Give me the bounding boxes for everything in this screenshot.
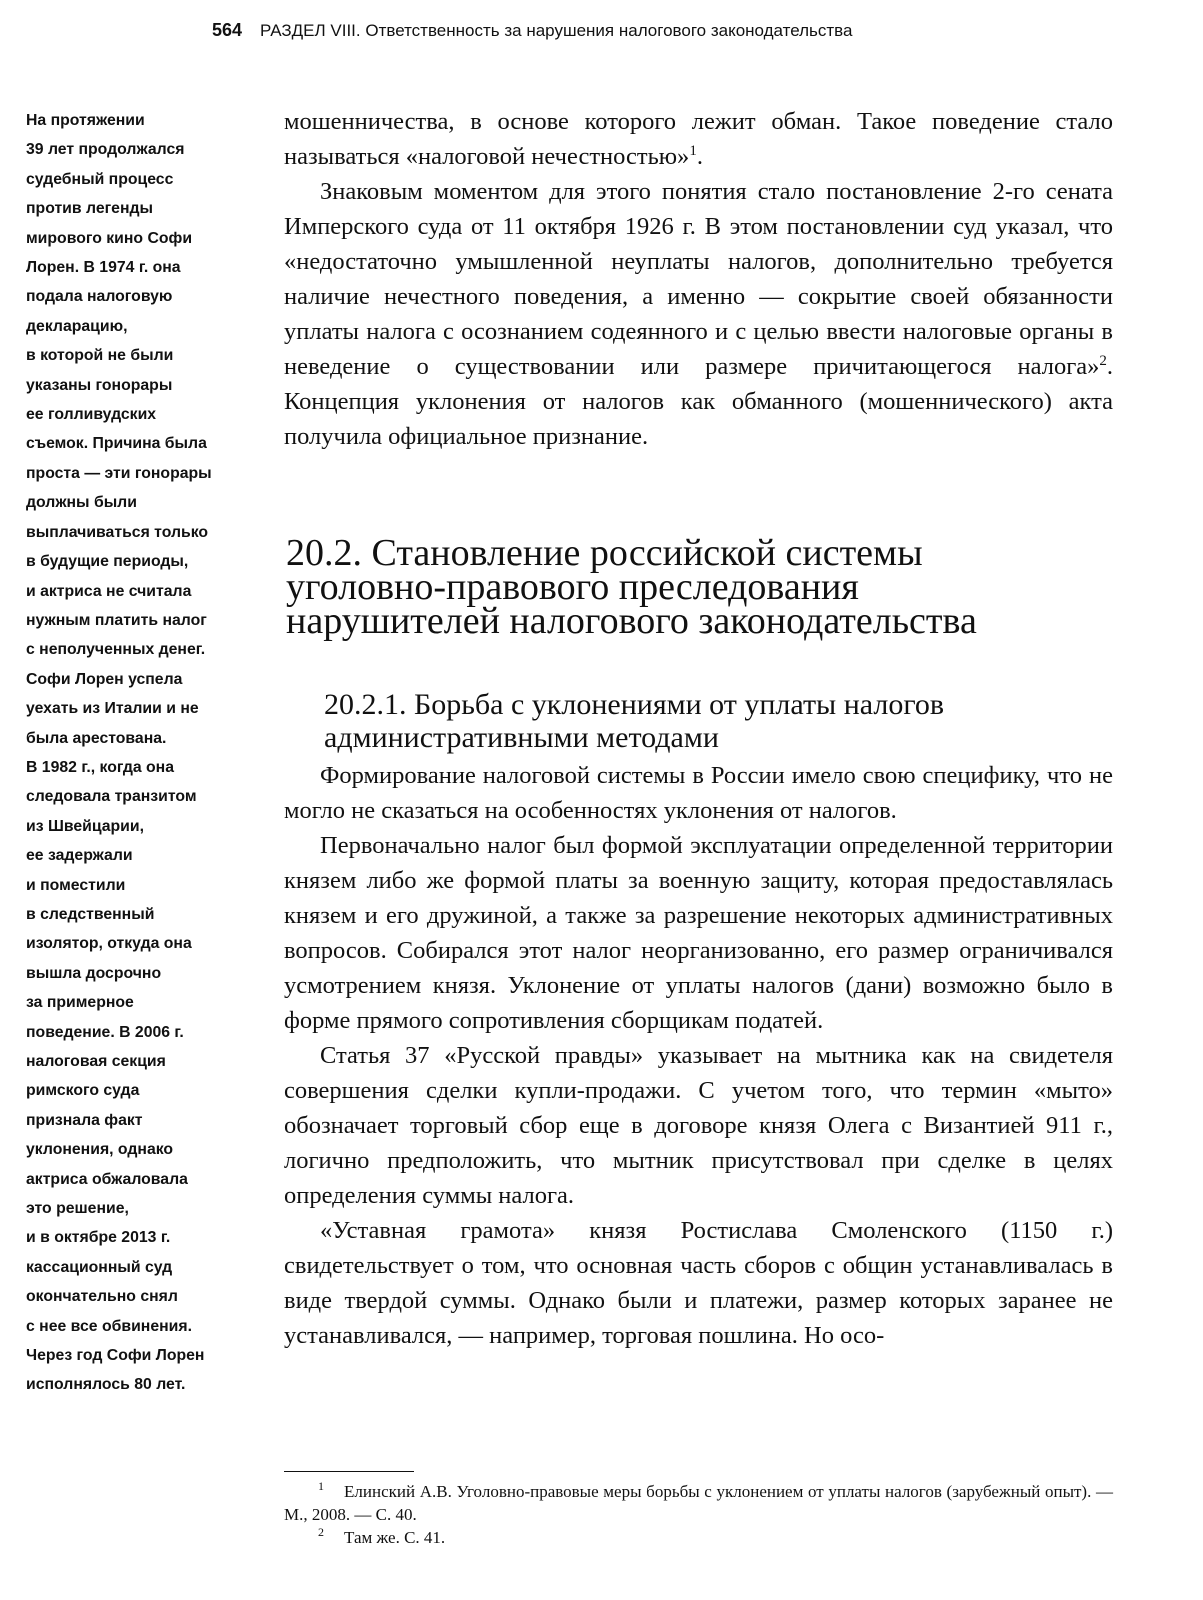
section-heading (286, 532, 1113, 642)
sidebar-line: указаны гонорары (26, 376, 173, 394)
footnote-text: Елинский А.В. Уголовно-правовые меры борьбы с уклонением от уплаты налогов (зарубежный опыт). — М., 2008. — С. 40. (284, 1482, 1113, 1524)
sidebar-line: окончательно снял (26, 1288, 178, 1306)
subsection-heading-line: 20.2.1. Борьба с уклонениями от уплаты налогов (324, 688, 945, 721)
sidebar-line: уехать из Италии и не (26, 700, 199, 718)
sidebar-line: Лорен. В 1974 г. она (26, 259, 181, 277)
sidebar-line: уклонения, однако (26, 1141, 174, 1159)
sidebar-line: ее голливудских (26, 406, 157, 424)
sidebar-line: В 1982 г., когда она (26, 758, 174, 776)
running-head (212, 20, 1163, 41)
sidebar-line: нужным платить налог (26, 611, 207, 629)
sidebar-line: в которой не были (26, 347, 174, 365)
sidebar-line: подала налоговую (26, 288, 173, 306)
paragraph-1: мошенничества, в основе которого лежит обман. Такое поведение стало называться «налоговой нечестностью»$^1$. (284, 108, 1113, 170)
sidebar-line: была арестована. (26, 729, 167, 747)
sidebar-line: в будущие периоды, (26, 553, 189, 571)
sidebar-line: мирового кино Софи (26, 229, 193, 247)
paragraph-3: Формирование налоговой системы в России имело свою специфику, что не могло не сказаться на особенностях уклонения от налогов. (284, 762, 1113, 824)
footnotes (284, 1480, 1113, 1549)
sidebar-line: кассационный суд (26, 1258, 173, 1276)
sidebar-line: из Швейцарии, (26, 817, 144, 835)
sidebar-line: исполнялось 80 лет. (26, 1376, 186, 1394)
sidebar-line: и в октябре 2013 г. (26, 1229, 171, 1247)
sidebar-note (26, 106, 256, 1400)
sidebar-line: налоговая секция (26, 1053, 166, 1070)
sidebar-line: проста — эти гонорары (26, 464, 212, 482)
sidebar-line: в следственный (26, 905, 155, 923)
sidebar-line: декларацию, (26, 317, 128, 335)
paragraph-4: Первоначально налог был формой эксплуатации определенной территории князем либо же формой платы за военную защиту, которая предоставлялась князем и его дружиной, а также за разрешение некоторых административных вопросов. Собирался этот налог неорганизованно, его размер ограничивался усмотрением князя. Уклонение от уплаты налогов (дани) возможно было в форме прямого сопротивления сборщикам податей. (284, 832, 1113, 1034)
sidebar-line: актриса обжаловала (26, 1170, 188, 1188)
sidebar-line: На протяжении (26, 112, 145, 129)
sidebar-line: с нее все обвинения. (26, 1317, 192, 1335)
sidebar-line: следовала транзитом (26, 788, 197, 806)
sidebar-line: за примерное (26, 994, 134, 1012)
sidebar-line: и поместили (26, 876, 126, 894)
sidebar-line: изолятор, откуда она (26, 935, 192, 953)
sidebar-line: и актриса не считала (26, 582, 192, 600)
sidebar-line: ее задержали (26, 847, 133, 865)
paragraph-2: Знаковым моментом для этого понятия стало постановление 2-го сената Имперского суда от 11 октября 1926 г. В этом постановлении суд указал, что «недостаточно умышленной неуплаты налогов, дополнительно требуется наличие нечестного поведения, а именно — сокрытие своей обязанности уплаты налога с осознанием содеянного и с целью ввести налоговые органы в неведение о существовании или размере причитающегося налога»$^2$. Концепция уклонения от налогов как обманного (мошеннического) акта получила официальное признание. (284, 178, 1113, 450)
sidebar-line: вышла досрочно (26, 964, 162, 982)
footnote-ref-1: 1 (689, 142, 697, 159)
page-number: 564 (212, 20, 243, 40)
sidebar-line: должны были (26, 494, 137, 512)
footnote-ref-2: 2 (1099, 352, 1107, 369)
sidebar-line: съемок. Причина была (26, 435, 207, 453)
section-heading-line: 20.2. Становление российской системы (286, 532, 923, 574)
sidebar-line: 39 лет продолжался (26, 141, 185, 159)
footnote-text: Там же. С. 41. (344, 1528, 446, 1547)
sidebar-line: признала факт (26, 1111, 143, 1129)
footnote-1: 1 Елинский А.В. Уголовно-правовые меры борьбы с уклонением от уплаты налогов (зарубежный опыт). — М., 2008. — С. 40. (284, 1479, 1113, 1524)
sidebar-line: это решение, (26, 1200, 129, 1218)
sidebar-line: римского суда (26, 1082, 140, 1100)
paragraph-5: Статья 37 «Русской правды» указывает на мытника как на свидетеля совершения сделки купли-продажи. С учетом того, что термин «мыто» обозначает торговый сбор еще в договоре князя Олега с Византией 911 г., логично предположить, что мытник присутствовал при сделке в целях определения суммы налога. (284, 1042, 1113, 1209)
subsection-heading-line: административными методами (324, 721, 719, 754)
section-heading-line: уголовно-правового преследования (286, 566, 859, 608)
subsection-heading (324, 688, 1113, 754)
footnote-divider (284, 1471, 414, 1472)
sidebar-line: с неполученных денег. (26, 641, 206, 659)
sidebar-line: Софи Лорен успела (26, 670, 183, 688)
sidebar-line: судебный процесс (26, 170, 174, 188)
sidebar-line: выплачиваться только (26, 523, 209, 541)
section-heading-line: нарушителей налогового законодательства (286, 600, 977, 642)
sidebar-line: поведение. В 2006 г. (26, 1023, 184, 1041)
sidebar-line: Через год Софи Лорен (26, 1347, 205, 1365)
main-text (284, 104, 1113, 1353)
footnote-2: 2 Там же. С. 41. (318, 1525, 446, 1547)
paragraph-6: «Уставная грамота» князя Ростислава Смоленского (1150 г.) свидетельствует о том, что основная часть сборов с общин устанавливалась в виде твердой суммы. Однако были и платежи, размер которых заранее не устанавливался, — например, торговая пошлина. Но осо- (284, 1217, 1113, 1349)
sidebar-line: против легенды (26, 200, 154, 218)
running-title: РАЗДЕЛ VIII. Ответственность за нарушения налогового законодательства (260, 21, 853, 40)
